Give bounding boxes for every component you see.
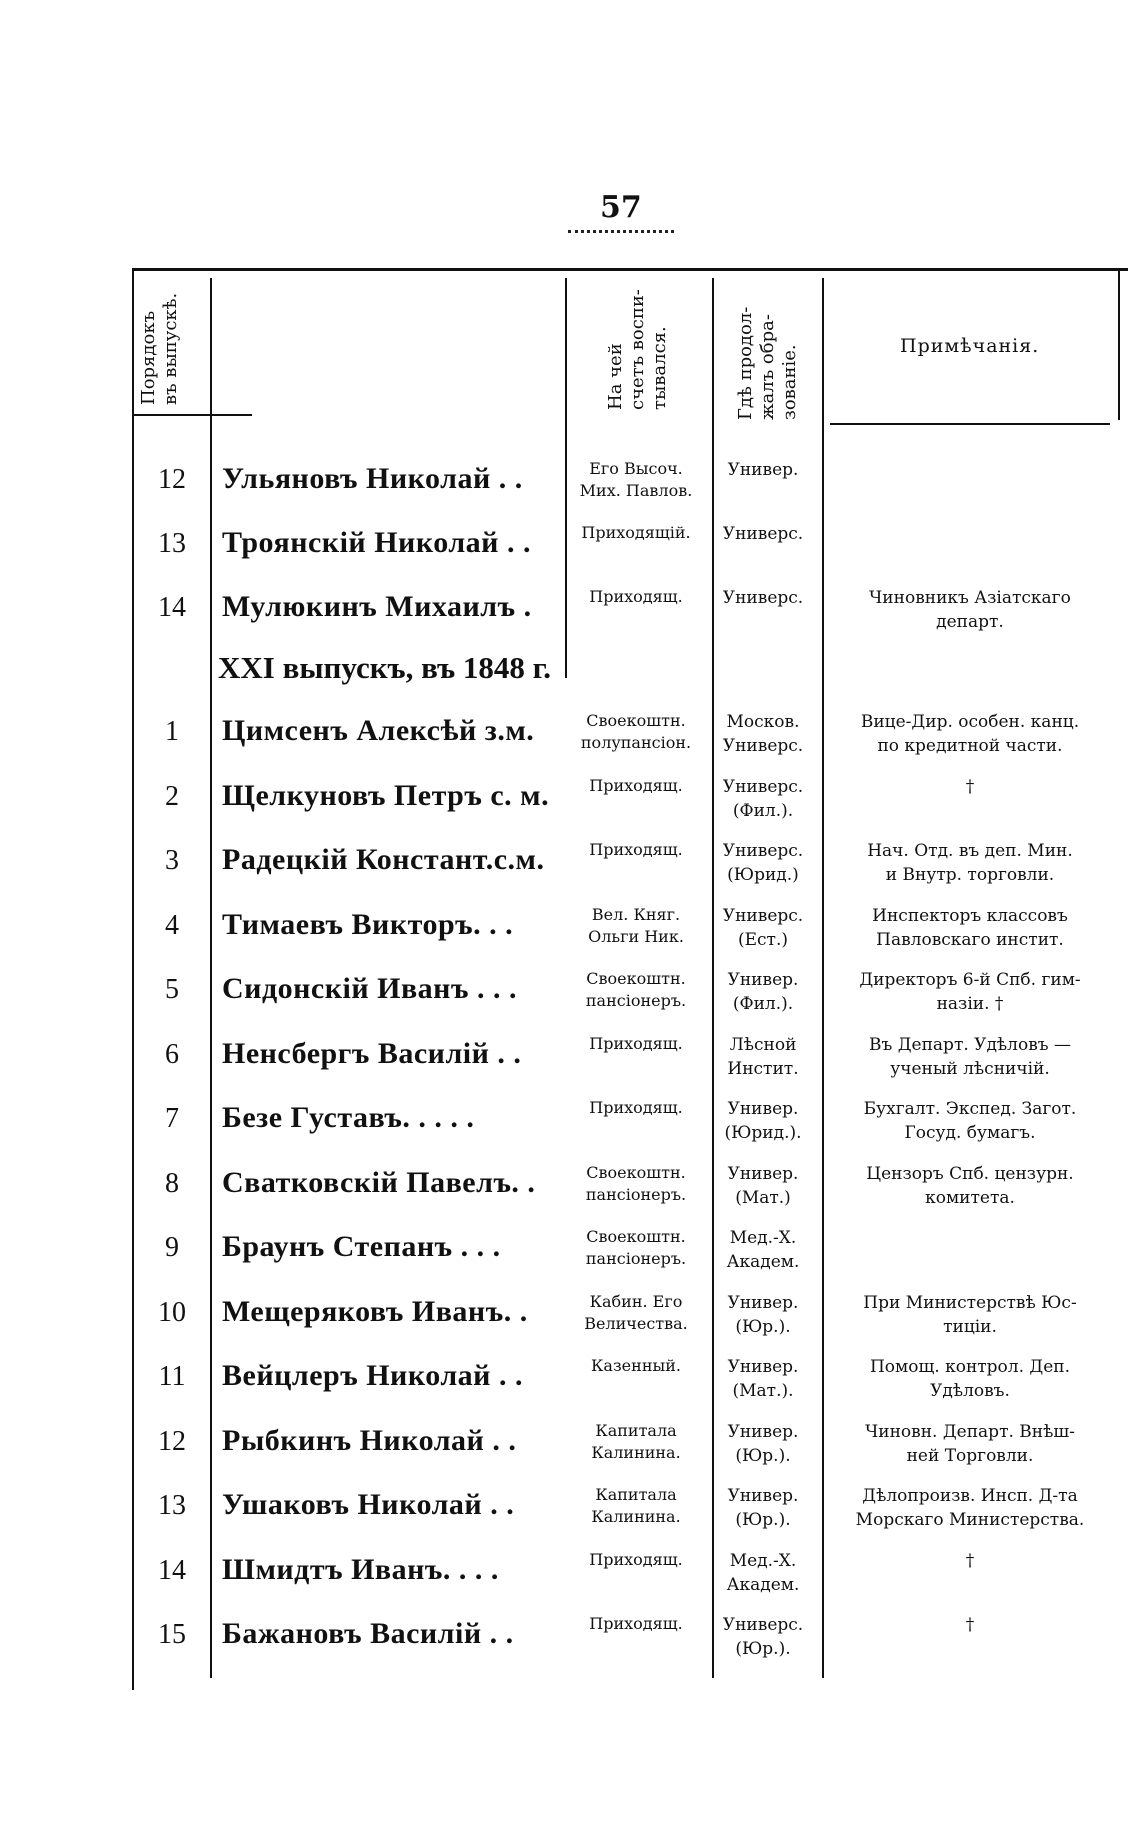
row-notes-line: Директоръ 6-й Спб. гим- <box>859 970 1081 990</box>
row-account-line: Своекоштн. <box>586 1162 686 1182</box>
row-education-line: Универс. <box>722 776 804 797</box>
row-name: Тимаевъ Викторъ. . . <box>222 907 514 941</box>
row-name: Щелкуновъ Петръ с. м. <box>222 778 550 812</box>
row-education <box>708 1291 818 1339</box>
row-account-line: Ольги Ник. <box>588 926 684 946</box>
row-account <box>566 1162 706 1206</box>
row-account <box>566 775 706 797</box>
row-notes-line: Морскаго Министерства. <box>855 1510 1085 1530</box>
row-account-line: пансіонеръ. <box>585 1249 687 1268</box>
row-account-line: Казенный. <box>591 1356 681 1375</box>
page-number-underline <box>568 230 674 233</box>
table-row <box>0 1291 1140 1355</box>
row-notes-line: Въ Департ. Удѣловъ — <box>869 1034 1071 1055</box>
row-notes-line: по кредитной части. <box>877 736 1063 756</box>
table-row <box>0 586 1140 650</box>
row-notes <box>830 1291 1110 1339</box>
row-notes <box>830 1549 1110 1573</box>
row-account <box>566 839 706 861</box>
row-notes <box>830 839 1110 887</box>
row-notes-line: † <box>965 1550 975 1571</box>
row-notes-line: Удѣловъ. <box>930 1381 1010 1401</box>
row-account-line: полупансіон. <box>580 733 692 752</box>
row-education-line: Универ. <box>727 1486 799 1506</box>
table-row <box>0 1484 1140 1548</box>
row-account-line: Его Высоч. <box>589 459 683 478</box>
row-number: 13 <box>158 1490 186 1521</box>
row-notes-line: Павловскаго инстит. <box>876 929 1064 950</box>
row-education <box>708 710 818 758</box>
table-row <box>0 1162 1140 1226</box>
row-education <box>708 1613 818 1661</box>
row-account-line: Своекоштн. <box>586 711 686 730</box>
table-row <box>0 1097 1140 1161</box>
row-education <box>708 904 818 952</box>
row-education <box>708 1420 818 1468</box>
row-account-line: Своекоштн. <box>586 969 686 988</box>
row-notes <box>830 1420 1110 1468</box>
row-number: 4 <box>165 909 179 941</box>
row-number: 2 <box>165 780 179 812</box>
row-account <box>566 1355 706 1377</box>
row-education-line: (Фил.). <box>732 800 794 821</box>
row-number: 14 <box>158 592 186 623</box>
row-notes-line: † <box>965 1615 975 1635</box>
row-name: Мещеряковъ Иванъ. . <box>222 1294 528 1328</box>
row-number: 12 <box>158 464 186 495</box>
row-education-line: Универс. <box>722 841 804 861</box>
row-notes-line: Инспекторъ классовъ <box>872 905 1068 926</box>
row-education-line: Универс. <box>722 905 804 926</box>
header-bottom-rule <box>132 414 252 416</box>
row-notes-line: Цензоръ Спб. цензурн. <box>866 1163 1074 1184</box>
row-account <box>566 1291 706 1335</box>
row-notes-line: и Внутр. торговли. <box>885 865 1055 885</box>
row-education <box>708 1226 818 1274</box>
header-education: Гдѣ продол- жалъ обра- зованіе. <box>735 306 800 420</box>
row-education-line: Академ. <box>726 1574 800 1595</box>
row-account <box>566 522 706 544</box>
row-notes <box>830 904 1110 952</box>
row-notes <box>830 586 1110 634</box>
row-education-line: (Мат.). <box>732 1381 794 1401</box>
table-row <box>0 710 1140 774</box>
row-account <box>566 968 706 1012</box>
row-name: Ненсбергъ Василій . . <box>222 1036 522 1070</box>
row-account-line: Вел. Княг. <box>591 904 681 924</box>
row-education <box>708 968 818 1016</box>
row-notes-line: При Министерствѣ Юс- <box>863 1292 1077 1313</box>
header-bottom-rule-right <box>830 423 1110 425</box>
table-row <box>0 522 1140 586</box>
row-account-line: Мих. Павлов. <box>579 481 693 500</box>
row-notes-line: Чиновникъ Азіатскаго <box>869 588 1071 608</box>
table-row <box>0 904 1140 968</box>
row-name: Рыбкинъ Николай . . <box>222 1423 517 1457</box>
row-number: 6 <box>165 1038 179 1070</box>
row-number: 8 <box>165 1167 179 1199</box>
header-order: Порядокъ въ выпускѣ. <box>138 292 181 405</box>
table-top-rule <box>132 268 1128 271</box>
row-notes-line: Бухгалт. Экспед. Загот. <box>863 1099 1077 1119</box>
row-notes <box>830 1162 1110 1210</box>
row-education-line: Мед.-Х. <box>729 1550 797 1571</box>
row-education-line: Универс. <box>722 588 804 608</box>
row-education-line: Универ. <box>727 1163 799 1184</box>
row-number: 3 <box>165 845 179 876</box>
row-education-line: (Фил.). <box>732 994 794 1014</box>
row-education-line: Универ. <box>727 1292 799 1313</box>
row-number: 1 <box>165 716 179 747</box>
header-account: На чей счетъ воспи- тывался. <box>605 289 670 410</box>
row-education-line: (Мат.) <box>735 1187 791 1208</box>
row-account <box>566 1226 706 1270</box>
row-account-line: Капитала <box>595 1420 677 1440</box>
row-notes-line: тиціи. <box>943 1316 997 1337</box>
row-education-line: Универ. <box>727 1421 799 1442</box>
header-notes: Примѣчанія. <box>900 335 1040 357</box>
table-row <box>0 968 1140 1032</box>
row-number: 5 <box>165 974 179 1005</box>
row-education <box>708 1549 818 1597</box>
table-row <box>0 775 1140 839</box>
row-name: Безе Густавъ. . . . . <box>222 1101 475 1134</box>
table-row <box>0 458 1140 522</box>
row-notes <box>830 1097 1110 1145</box>
row-education-line: Москов. <box>726 712 800 732</box>
row-notes-line: Нач. Отд. въ деп. Мин. <box>867 841 1073 861</box>
row-name: Мулюкинъ Михаилъ . <box>222 590 532 623</box>
row-name: Сватковскій Павелъ. . <box>222 1165 536 1199</box>
row-education <box>708 839 818 887</box>
row-education <box>708 775 818 823</box>
row-number: 7 <box>165 1103 179 1134</box>
row-notes <box>830 775 1110 799</box>
row-education <box>708 1484 818 1532</box>
row-education-line: Мед.-Х. <box>729 1228 797 1248</box>
row-notes <box>830 968 1110 1016</box>
row-name: Троянскій Николай . . <box>222 526 531 559</box>
row-account-line: Величества. <box>584 1313 688 1333</box>
row-account <box>566 1484 706 1528</box>
row-education <box>708 1355 818 1403</box>
row-account-line: Приходящ. <box>589 1033 683 1053</box>
row-account-line: Приходящій. <box>581 523 691 542</box>
row-account-line: Своекоштн. <box>586 1227 686 1246</box>
row-notes-line: ученый лѣсничій. <box>890 1058 1050 1079</box>
row-education-line: Универ. <box>727 1357 799 1377</box>
row-account-line: Калинина. <box>591 1507 681 1526</box>
row-number: 14 <box>158 1554 186 1586</box>
row-account-line: пансіонеръ. <box>585 1184 687 1204</box>
row-account-line: Приходящ. <box>589 775 683 795</box>
row-education-line: Академ. <box>726 1252 800 1272</box>
row-education-line: (Юр.). <box>735 1639 791 1659</box>
row-notes <box>830 1355 1110 1403</box>
row-name: Радецкій Констант.с.м. <box>222 843 545 876</box>
row-name: Бажановъ Василій . . <box>222 1617 514 1650</box>
row-account <box>566 458 706 502</box>
row-notes-line: департ. <box>936 612 1004 632</box>
row-account <box>566 1097 706 1119</box>
row-account <box>566 904 706 948</box>
row-notes <box>830 1613 1110 1637</box>
row-notes-line: ней Торговли. <box>906 1445 1034 1466</box>
row-notes-line: комитета. <box>925 1187 1015 1208</box>
row-education-line: Универс. <box>722 524 804 544</box>
page-number: 57 <box>600 190 642 225</box>
row-notes-line: Вице-Дир. особен. канц. <box>860 712 1080 732</box>
table-row <box>0 1355 1140 1419</box>
row-account <box>566 1420 706 1464</box>
row-name: Шмидтъ Иванъ. . . . <box>222 1552 499 1586</box>
row-education-line: Лѣсной <box>729 1034 797 1055</box>
table-row <box>0 1613 1140 1677</box>
row-notes-line: назіи. † <box>936 994 1004 1014</box>
row-number: 9 <box>165 1232 179 1263</box>
row-account-line: Кабин. Его <box>589 1291 683 1311</box>
row-account-line: Приходящ. <box>589 1098 683 1117</box>
row-education <box>708 1162 818 1210</box>
row-notes-line: Дѣлопроизв. Инсп. Д-та <box>862 1486 1078 1506</box>
row-education <box>708 1033 818 1081</box>
row-account-line: Приходящ. <box>589 840 683 859</box>
row-notes <box>830 1484 1110 1532</box>
row-name: Вейцлеръ Николай . . <box>222 1359 523 1392</box>
row-number: 11 <box>158 1361 186 1392</box>
row-notes-line: Помощ. контрол. Деп. <box>869 1357 1071 1377</box>
row-account <box>566 1549 706 1571</box>
row-education-line: Универ. <box>727 1099 799 1119</box>
row-notes-line: † <box>965 776 975 797</box>
row-education-line: Универс. <box>722 736 804 756</box>
row-account <box>566 710 706 754</box>
row-education-line: Универ. <box>727 460 799 480</box>
row-education-line: Универс. <box>722 1615 804 1635</box>
row-name: Браунъ Степанъ . . . <box>222 1230 501 1263</box>
row-education <box>708 586 818 610</box>
table-row <box>0 1226 1140 1290</box>
section-title: XXI выпускъ, въ 1848 г. <box>218 650 552 685</box>
row-account-line: Калинина. <box>591 1442 681 1462</box>
row-name: Сидонскій Иванъ . . . <box>222 972 517 1005</box>
row-number: 12 <box>158 1425 186 1457</box>
row-account-line: Капитала <box>595 1485 677 1504</box>
row-name: Ульяновъ Николай . . <box>222 462 523 495</box>
row-account-line: Приходящ. <box>589 1614 683 1633</box>
row-education <box>708 522 818 546</box>
row-account <box>566 1033 706 1055</box>
row-education-line: Универ. <box>727 970 799 990</box>
table-row <box>0 1420 1140 1484</box>
row-education-line: (Юр.). <box>735 1445 791 1466</box>
row-number: 10 <box>158 1296 186 1328</box>
row-education-line: (Юрид.). <box>724 1123 802 1143</box>
row-account <box>566 586 706 608</box>
row-education <box>708 458 818 482</box>
row-account <box>566 1613 706 1635</box>
row-account-line: пансіонеръ. <box>585 991 687 1010</box>
row-notes-line: Чиновн. Департ. Внѣш- <box>865 1421 1075 1442</box>
row-number: 13 <box>158 528 186 559</box>
row-account-line: Приходящ. <box>589 587 683 606</box>
table-right-rule <box>1118 270 1120 420</box>
row-name: Ушаковъ Николай . . <box>222 1488 515 1521</box>
row-education <box>708 1097 818 1145</box>
row-notes <box>830 1033 1110 1081</box>
table-row <box>0 839 1140 903</box>
row-education-line: Инстит. <box>727 1058 799 1079</box>
row-education-line: (Ест.) <box>737 929 788 950</box>
row-notes <box>830 710 1110 758</box>
table-row <box>0 1549 1140 1613</box>
row-notes-line: Госуд. бумагъ. <box>904 1123 1036 1143</box>
row-education-line: (Юрид.) <box>727 865 799 885</box>
row-name: Цимсенъ Алексѣй з.м. <box>222 714 535 747</box>
row-account-line: Приходящ. <box>589 1549 683 1569</box>
row-number: 15 <box>158 1619 186 1650</box>
table-row <box>0 1033 1140 1097</box>
row-education-line: (Юр.). <box>735 1316 791 1337</box>
row-education-line: (Юр.). <box>735 1510 791 1530</box>
